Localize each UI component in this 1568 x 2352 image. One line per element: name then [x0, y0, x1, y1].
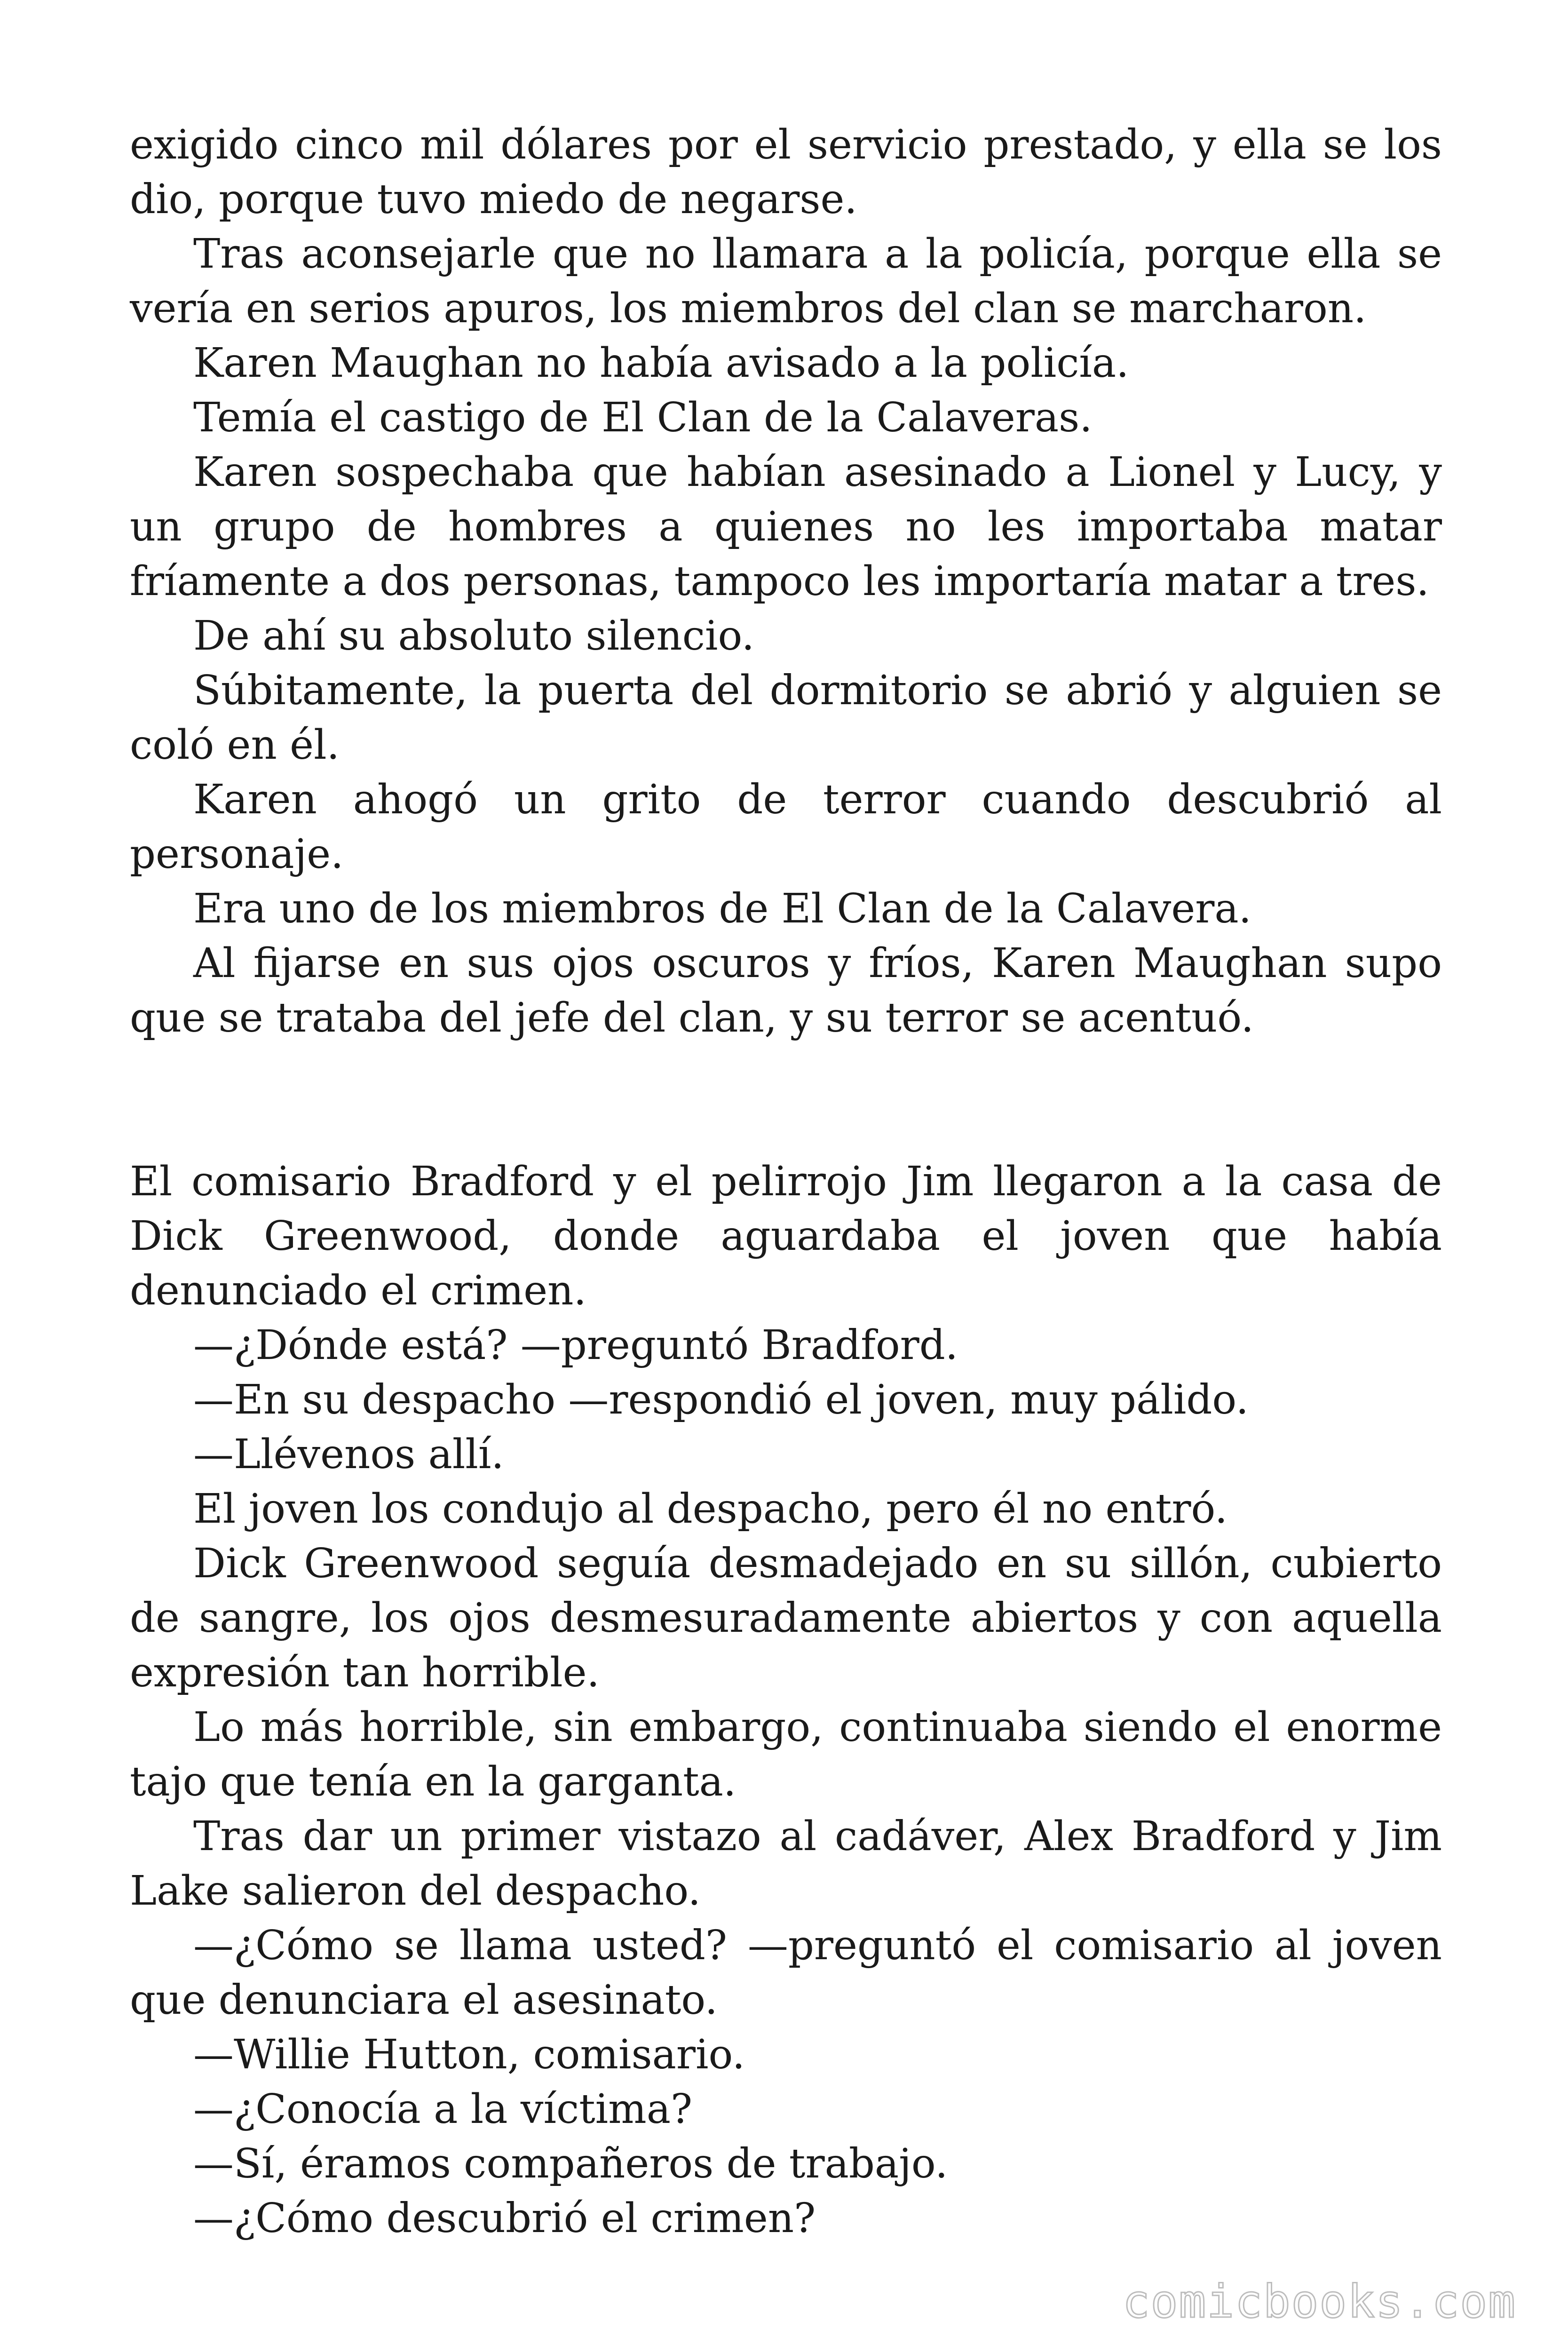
paragraph: De ahí su absoluto silencio. [193, 612, 755, 660]
dialogue-line: —Sí, éramos compañeros de trabajo. [193, 2140, 948, 2187]
paragraph: Lo más horrible, sin embargo, continuaba siendo el enorme tajo que tenía en la garganta. [130, 1704, 1442, 1805]
dialogue-line: —¿Dónde está? —preguntó Bradford. [193, 1322, 958, 1369]
paragraph: Súbitamente, la puerta del dormitorio se abrió y alguien se coló en él. [130, 667, 1442, 769]
section-bradford [130, 1154, 1442, 2246]
dialogue-line: —¿Conocía a la víctima? [193, 2086, 693, 2133]
paragraph: Karen Maughan no había avisado a la policía. [193, 340, 1129, 387]
paragraph: Dick Greenwood seguía desmadejado en su sillón, cubierto de sangre, los ojos desmesuradamente abiertos y con aquella expresión tan horrible. [130, 1540, 1442, 1696]
paragraph: Al fijarse en sus ojos oscuros y fríos, Karen Maughan supo que se trataba del jefe del clan, y su terror se acentuó. [130, 940, 1442, 1041]
section-karen [130, 118, 1442, 1045]
paragraph: Karen sospechaba que habían asesinado a Lionel y Lucy, y un grupo de hombres a quienes no les importaba matar fríamente a dos personas, tampoco les importaría matar a tres. [130, 449, 1442, 605]
paragraph: Temía el castigo de El Clan de la Calaveras. [193, 394, 1093, 441]
page-body [130, 118, 1442, 2246]
dialogue-line: —¿Cómo se llama usted? —preguntó el comisario al joven que denunciara el asesinato. [130, 1922, 1442, 2024]
section-break [130, 1045, 1442, 1154]
dialogue-line: —En su despacho —respondió el joven, muy pálido. [193, 1376, 1249, 1423]
paragraph: El joven los condujo al despacho, pero él no entró. [193, 1486, 1228, 1533]
paragraph: Tras dar un primer vistazo al cadáver, Alex Bradford y Jim Lake salieron del despacho. [130, 1813, 1442, 1915]
dialogue-line: —¿Cómo descubrió el crimen? [193, 2195, 816, 2242]
dialogue-line: —Willie Hutton, comisario. [193, 2031, 745, 2078]
paragraph: Tras aconsejarle que no llamara a la policía, porque ella se vería en serios apuros, los miembros del clan se marcharon. [130, 230, 1442, 332]
watermark-logo: comicbooks.com [1122, 2275, 1516, 2328]
paragraph: El comisario Bradford y el pelirrojo Jim llegaron a la casa de Dick Greenwood, donde aguardaba el joven que había denunciado el crimen. [130, 1158, 1442, 1314]
paragraph: exigido cinco mil dólares por el servicio prestado, y ella se los dio, porque tuvo miedo de negarse. [130, 121, 1442, 223]
paragraph: Era uno de los miembros de El Clan de la Calavera. [193, 885, 1251, 932]
dialogue-line: —Llévenos allí. [193, 1431, 504, 1478]
paragraph: Karen ahogó un grito de terror cuando descubrió al personaje. [130, 776, 1442, 878]
